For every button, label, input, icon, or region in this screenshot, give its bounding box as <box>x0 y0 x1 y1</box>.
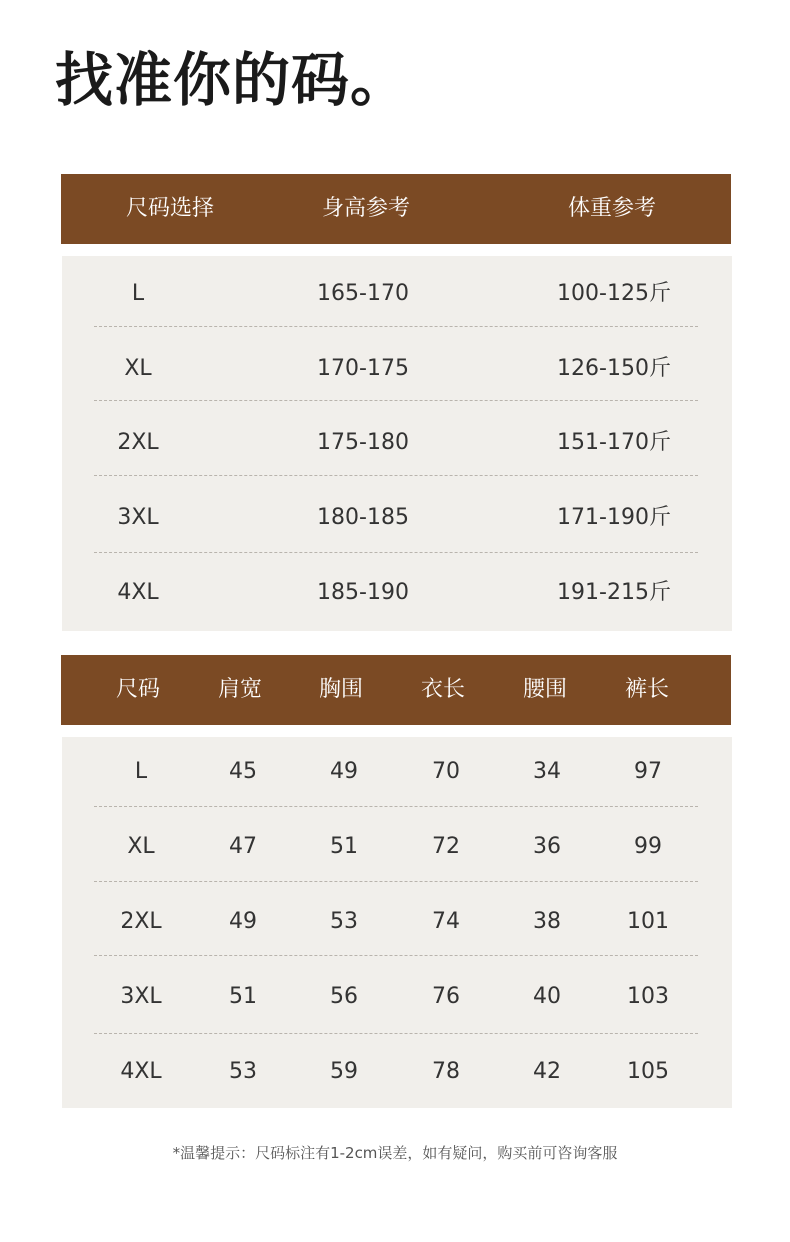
chest-cell: 59 <box>330 1059 358 1084</box>
header-size: 尺码 <box>115 677 161 702</box>
chest-cell: 49 <box>330 759 358 784</box>
size-cell: L <box>131 281 145 306</box>
height-cell: 180-185 <box>317 505 409 530</box>
shoulder-cell: 47 <box>229 834 257 859</box>
table-row <box>62 734 732 809</box>
measurement-table <box>62 737 732 1108</box>
chest-cell: 51 <box>330 834 358 859</box>
row-divider <box>94 326 698 327</box>
waist-cell: 42 <box>533 1059 561 1084</box>
size-cell: 2XL <box>120 909 162 934</box>
size-cell: 2XL <box>117 430 159 455</box>
size-cell: 4XL <box>117 580 159 605</box>
waist-cell: 34 <box>533 759 561 784</box>
header-size-select: 尺码选择 <box>126 196 215 221</box>
waist-cell: 36 <box>533 834 561 859</box>
header-chest: 胸围 <box>318 677 364 702</box>
size-cell: 3XL <box>117 505 159 530</box>
pants-length-cell: 105 <box>627 1059 669 1084</box>
size-cell: XL <box>127 834 155 859</box>
tip-note: *温馨提示：尺码标注有1-2cm误差，如有疑问，购买前可咨询客服 <box>172 1144 618 1162</box>
table-row <box>62 555 732 630</box>
length-cell: 78 <box>432 1059 460 1084</box>
table-row <box>62 959 732 1034</box>
length-cell: 76 <box>432 984 460 1009</box>
height-cell: 170-175 <box>317 356 409 381</box>
pants-length-cell: 97 <box>634 759 662 784</box>
header-pants-length: 裤长 <box>624 677 670 702</box>
weight-cell: 100-125斤 <box>557 281 671 306</box>
chest-cell: 53 <box>330 909 358 934</box>
header-length: 衣长 <box>420 677 466 702</box>
header-waist: 腰围 <box>522 677 568 702</box>
size-cell: XL <box>124 356 152 381</box>
page-title: 找准你的码。 <box>55 46 410 114</box>
weight-cell: 171-190斤 <box>557 505 671 530</box>
waist-cell: 40 <box>533 984 561 1009</box>
pants-length-cell: 101 <box>627 909 669 934</box>
shoulder-cell: 49 <box>229 909 257 934</box>
pants-length-cell: 99 <box>634 834 662 859</box>
size-cell: 3XL <box>120 984 162 1009</box>
length-cell: 72 <box>432 834 460 859</box>
table-row <box>62 256 732 331</box>
weight-cell: 126-150斤 <box>557 356 671 381</box>
row-divider <box>94 400 698 401</box>
header-shoulder: 肩宽 <box>217 677 263 702</box>
length-cell: 70 <box>432 759 460 784</box>
size-cell: L <box>134 759 148 784</box>
shoulder-cell: 51 <box>229 984 257 1009</box>
row-divider <box>94 552 698 553</box>
weight-cell: 151-170斤 <box>557 430 671 455</box>
weight-cell: 191-215斤 <box>557 580 671 605</box>
chest-cell: 56 <box>330 984 358 1009</box>
row-divider <box>94 955 698 956</box>
table-row <box>62 884 732 959</box>
size-reference-header <box>61 174 731 244</box>
row-divider <box>94 806 698 807</box>
header-height: 身高参考 <box>321 196 411 221</box>
size-reference-table <box>62 256 732 631</box>
table-row <box>62 809 732 884</box>
table-row <box>62 480 732 555</box>
size-cell: 4XL <box>120 1059 162 1084</box>
height-cell: 185-190 <box>317 580 409 605</box>
length-cell: 74 <box>432 909 460 934</box>
pants-length-cell: 103 <box>627 984 669 1009</box>
shoulder-cell: 45 <box>229 759 257 784</box>
waist-cell: 38 <box>533 909 561 934</box>
row-divider <box>94 475 698 476</box>
header-weight: 体重参考 <box>567 196 657 221</box>
table-row <box>62 405 732 480</box>
height-cell: 175-180 <box>317 430 409 455</box>
shoulder-cell: 53 <box>229 1059 257 1084</box>
measurement-header <box>61 655 731 725</box>
row-divider <box>94 881 698 882</box>
height-cell: 165-170 <box>317 281 409 306</box>
table-row <box>62 331 732 406</box>
table-row <box>62 1034 732 1109</box>
